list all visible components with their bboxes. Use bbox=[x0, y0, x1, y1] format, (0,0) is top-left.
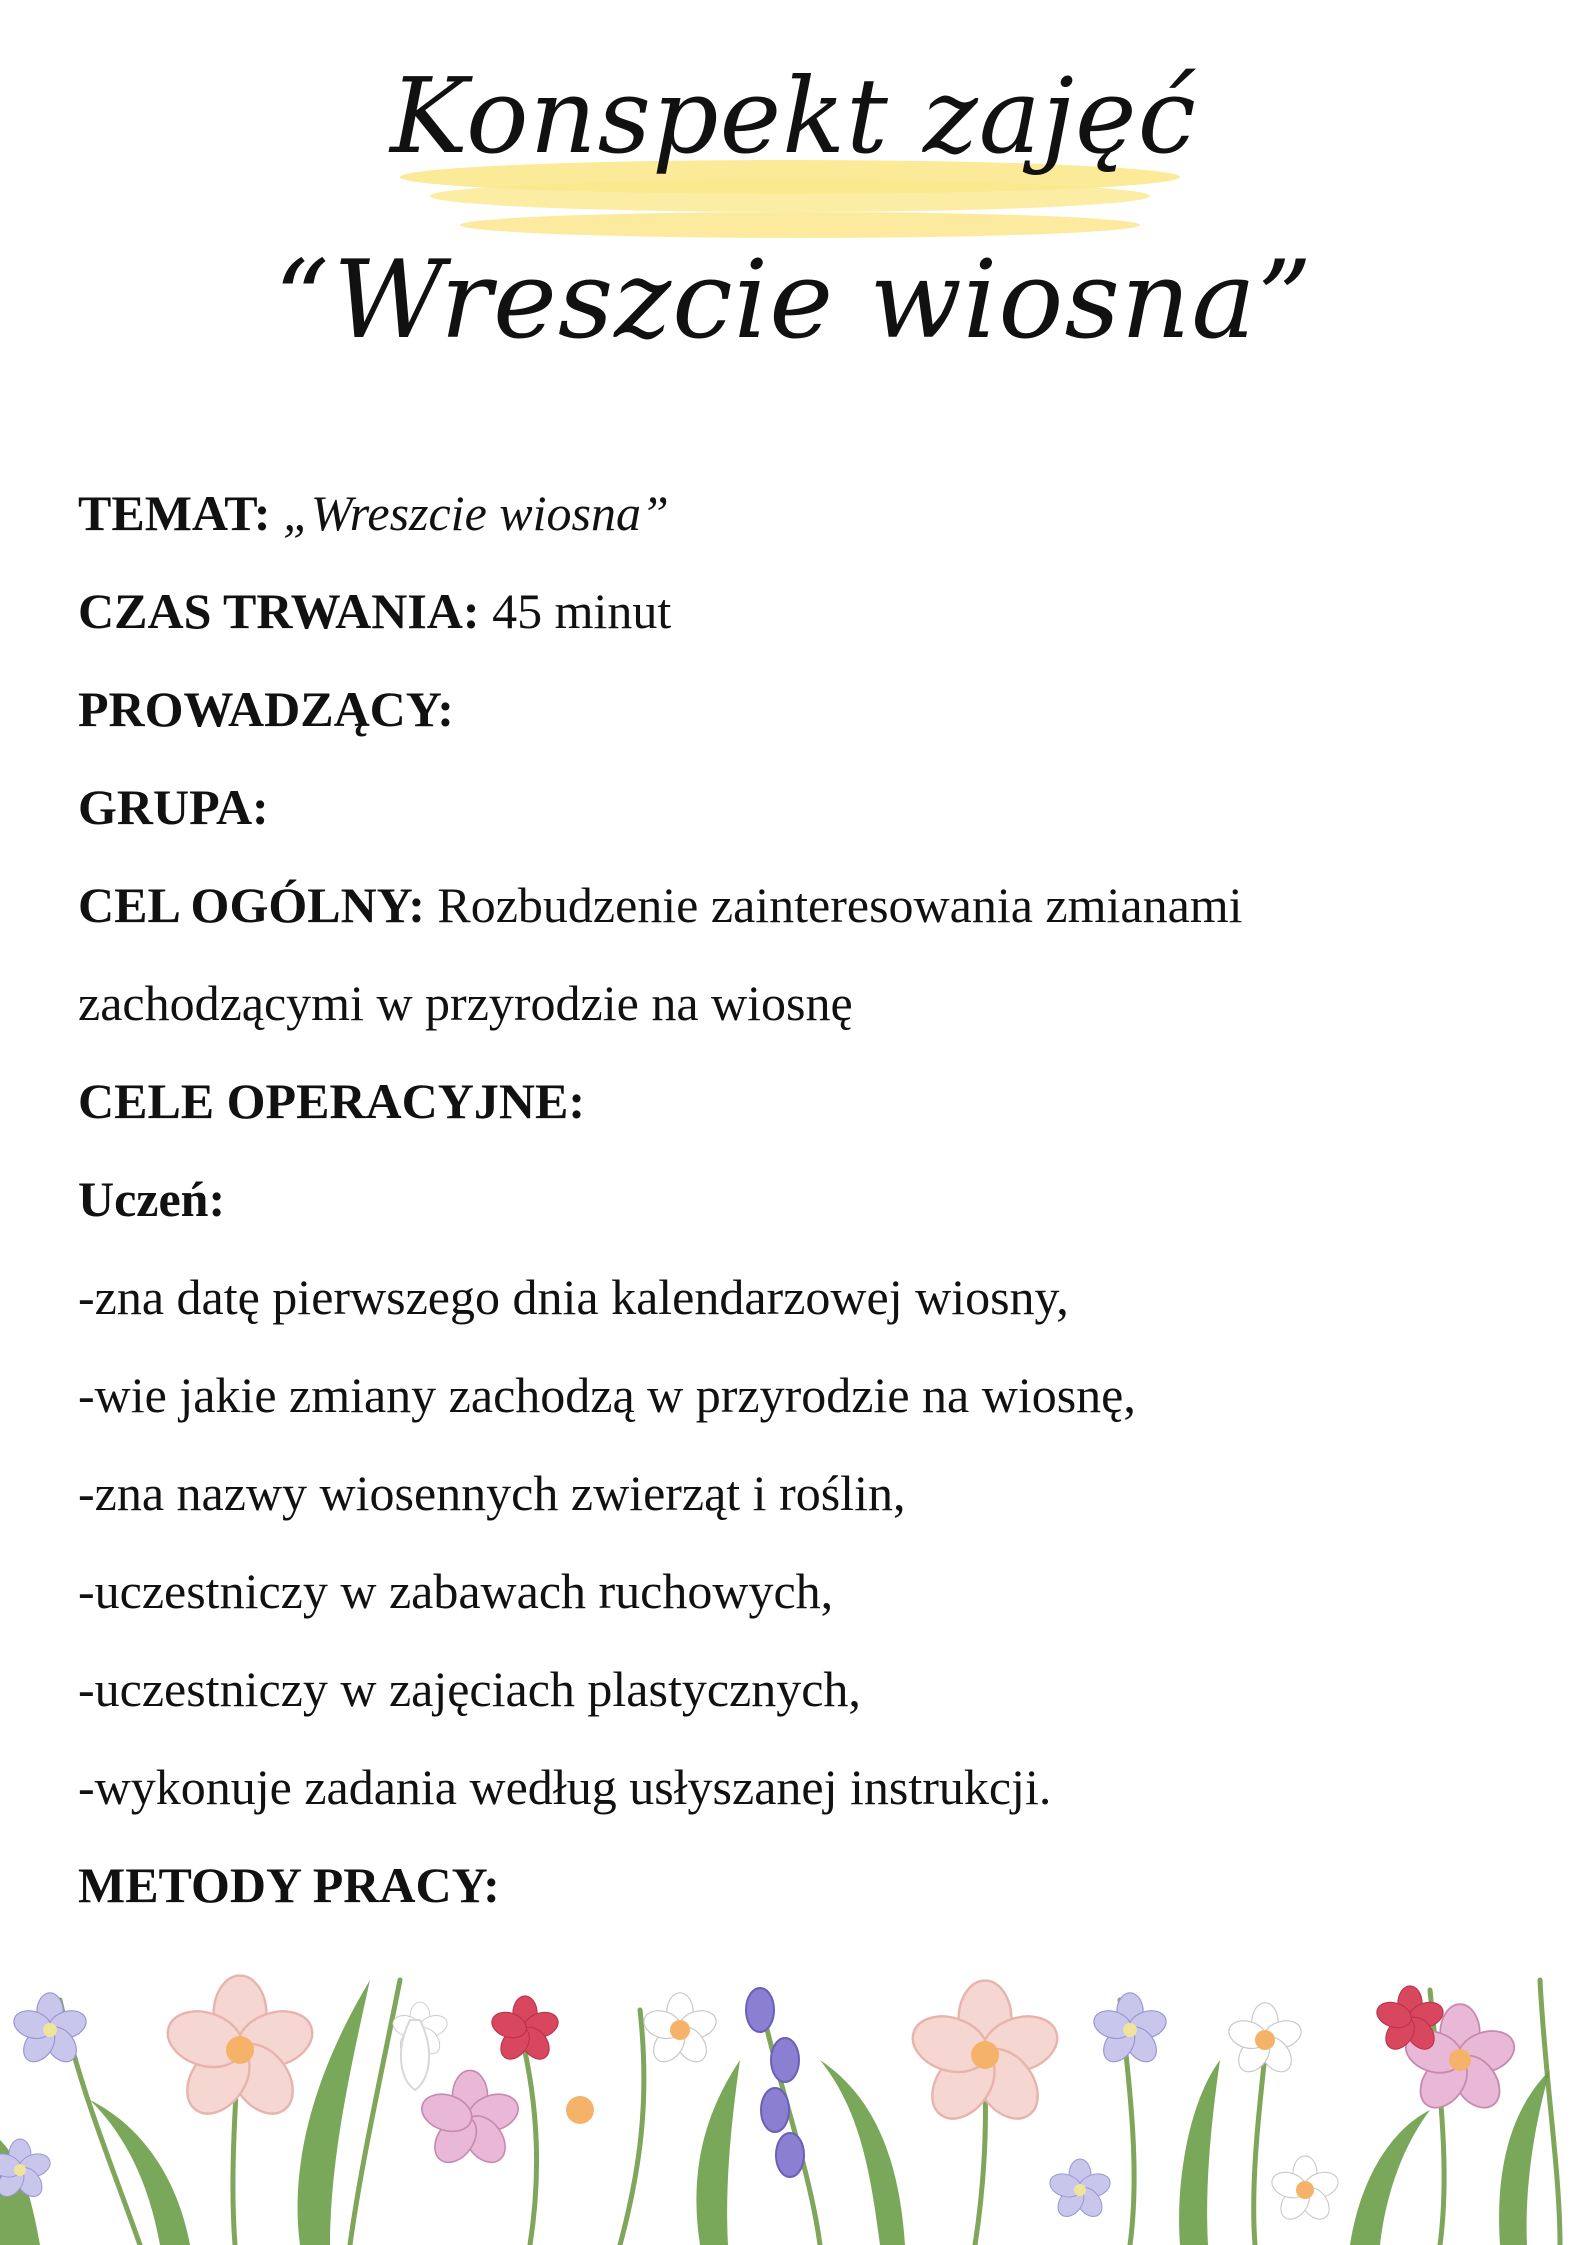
goal-continuation: zachodzącymi w przyrodzie na wiosnę bbox=[78, 975, 853, 1031]
objective-item: -uczestniczy w zajęciach plastycznych, bbox=[78, 1661, 861, 1717]
page-subtitle: “Wreszcie wiosna” bbox=[273, 238, 1314, 363]
teacher-label: PROWADZĄCY: bbox=[78, 681, 454, 737]
goal-row bbox=[78, 872, 1538, 970]
page-header bbox=[0, 0, 1587, 380]
student-label: Uczeń: bbox=[78, 1171, 226, 1227]
yellow-highlight-stroke bbox=[430, 180, 1150, 212]
teacher-row bbox=[78, 676, 1538, 774]
lesson-plan-body bbox=[78, 480, 1538, 1950]
goal-label: CEL OGÓLNY: bbox=[78, 877, 425, 933]
methods-label: METODY PRACY: bbox=[78, 1857, 500, 1913]
objective-item: -uczestniczy w zabawach ruchowych, bbox=[78, 1563, 834, 1619]
yellow-highlight-stroke bbox=[460, 212, 1140, 238]
duration-value: 45 minut bbox=[492, 583, 672, 639]
spring-flowers-border bbox=[0, 1940, 1587, 2245]
objective-item: -zna nazwy wiosennych zwierząt i roślin, bbox=[78, 1465, 906, 1521]
topic-label: TEMAT: bbox=[78, 485, 271, 541]
objectives-label: CELE OPERACYJNE: bbox=[78, 1073, 585, 1129]
page-title: Konspekt zajęć bbox=[390, 55, 1197, 177]
objective-item: -zna datę pierwszego dnia kalendarzowej wiosny, bbox=[78, 1269, 1069, 1325]
topic-row bbox=[78, 480, 1538, 578]
duration-row bbox=[78, 578, 1538, 676]
goal-value: Rozbudzenie zainteresowania zmianami bbox=[437, 877, 1243, 933]
objective-item: -wie jakie zmiany zachodzą w przyrodzie na wiosnę, bbox=[78, 1367, 1136, 1423]
objective-item: -wykonuje zadania według usłyszanej instrukcji. bbox=[78, 1759, 1052, 1815]
group-row bbox=[78, 774, 1538, 872]
group-label: GRUPA: bbox=[78, 779, 269, 835]
topic-value: „Wreszcie wiosna” bbox=[283, 485, 669, 541]
duration-label: CZAS TRWANIA: bbox=[78, 583, 480, 639]
